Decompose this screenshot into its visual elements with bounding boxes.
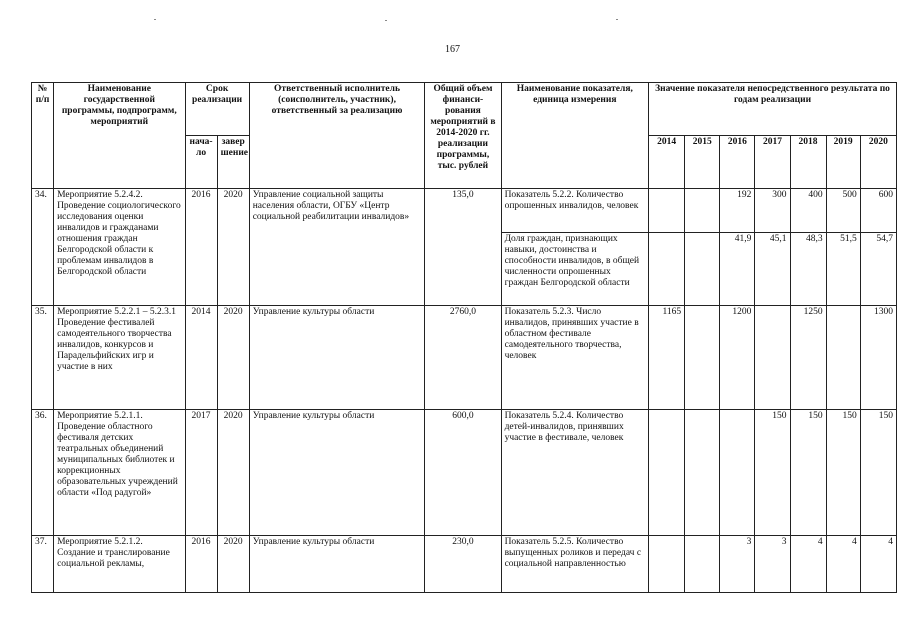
- row-executor: Управление культуры области: [249, 306, 425, 410]
- row-end: 2020: [217, 536, 249, 593]
- value-2014: [649, 189, 685, 233]
- header-period: Срок реализации: [185, 83, 249, 136]
- header-num: № п/п: [32, 83, 54, 189]
- row-end: 2020: [217, 189, 249, 306]
- row-name: Мероприятие 5.2.1.2. Создание и транслирование социальной рекламы,: [54, 536, 185, 593]
- value-2015: [685, 536, 720, 593]
- header-year: 2019: [826, 136, 860, 189]
- header-volume: Общий объем финанси-рования мероприятий в 2014-2020 гг. реализации программы, тыс. рублей: [425, 83, 501, 189]
- row-executor: Управление культуры области: [249, 536, 425, 593]
- header-values: Значение показателя непосредственного результата по годам реализации: [649, 83, 897, 136]
- value-2016: 1200: [720, 306, 755, 410]
- header-year: 2016: [720, 136, 755, 189]
- page-number: 167: [445, 44, 460, 55]
- row-name: Мероприятие 5.2.4.2. Проведение социологического исследования оценки инвалидов и гражданами отношения граждан Белгородской области к проблемам инвалидов в Белгородской области: [54, 189, 185, 306]
- value-2018: 48,3: [790, 233, 826, 306]
- row-executor: Управление культуры области: [249, 410, 425, 536]
- header-year: 2020: [860, 136, 896, 189]
- value-2017: 300: [755, 189, 790, 233]
- value-2015: [685, 306, 720, 410]
- header-end: завер шение: [217, 136, 249, 189]
- program-table: [31, 82, 897, 593]
- table-row: [32, 536, 897, 593]
- row-name: Мероприятие 5.2.1.1. Проведение областного фестиваля детских театральных объединений муниципальных библиотек и коррекционных образовательных учреждений области «Под радугой»: [54, 410, 185, 536]
- row-indicator: Показатель 5.2.5. Количество выпущенных роликов и передач с социальной направленностью: [501, 536, 649, 593]
- row-start: 2016: [185, 536, 217, 593]
- row-volume: 2760,0: [425, 306, 501, 410]
- value-2014: 1165: [649, 306, 685, 410]
- value-2018: 150: [790, 410, 826, 536]
- row-start: 2014: [185, 306, 217, 410]
- row-start: 2016: [185, 189, 217, 306]
- value-2016: 41,9: [720, 233, 755, 306]
- header-year: 2018: [790, 136, 826, 189]
- row-start: 2017: [185, 410, 217, 536]
- value-2017: 3: [755, 536, 790, 593]
- header-row-1: [32, 83, 897, 136]
- header-executor: Ответственный исполнитель (соисполнитель, участник), ответственный за реализацию: [249, 83, 425, 189]
- row-volume: 600,0: [425, 410, 501, 536]
- value-2020: 600: [860, 189, 896, 233]
- value-2017: 45,1: [755, 233, 790, 306]
- value-2015: [685, 410, 720, 536]
- table-row: [32, 306, 897, 410]
- value-2019: 150: [826, 410, 860, 536]
- value-2017: [755, 306, 790, 410]
- row-indicator: Показатель 5.2.3. Число инвалидов, принявших участие в областном фестивале самодеятельного творчества, человек: [501, 306, 649, 410]
- value-2014: [649, 233, 685, 306]
- row-name: Мероприятие 5.2.2.1 – 5.2.3.1 Проведение фестивалей самодеятельного творчества инвалидов, конкурсов и Парадельфийских игр и участие в них: [54, 306, 185, 410]
- header-year: 2017: [755, 136, 790, 189]
- value-2015: [685, 233, 720, 306]
- value-2016: [720, 410, 755, 536]
- value-2020: 4: [860, 536, 896, 593]
- value-2018: 1250: [790, 306, 826, 410]
- table-row: [32, 189, 897, 233]
- row-end: 2020: [217, 306, 249, 410]
- header-start: нача-ло: [185, 136, 217, 189]
- row-num: 34.: [32, 189, 54, 306]
- value-2019: [826, 306, 860, 410]
- value-2019: 4: [826, 536, 860, 593]
- value-2019: 51,5: [826, 233, 860, 306]
- value-2019: 500: [826, 189, 860, 233]
- row-volume: 230,0: [425, 536, 501, 593]
- row-executor: Управление социальной защиты населения области, ОГБУ «Центр социальной реабилитации инвалидов»: [249, 189, 425, 306]
- row-num: 35.: [32, 306, 54, 410]
- row-indicator: Показатель 5.2.4. Количество детей-инвалидов, принявших участие в фестивале, человек: [501, 410, 649, 536]
- value-2018: 4: [790, 536, 826, 593]
- value-2020: 1300: [860, 306, 896, 410]
- value-2018: 400: [790, 189, 826, 233]
- row-num: 37.: [32, 536, 54, 593]
- value-2017: 150: [755, 410, 790, 536]
- table-row: [32, 410, 897, 536]
- value-2016: 192: [720, 189, 755, 233]
- row-indicator: Доля граждан, признающих навыки, достоинства и способности инвалидов, в общей численности опрошенных граждан Белгородской области: [501, 233, 649, 306]
- header-name: Наименование государственной программы, подпрограмм, мероприятий: [54, 83, 185, 189]
- row-num: 36.: [32, 410, 54, 536]
- row-volume: 135,0: [425, 189, 501, 306]
- value-2020: 150: [860, 410, 896, 536]
- scan-speck: [154, 19, 156, 20]
- value-2020: 54,7: [860, 233, 896, 306]
- row-end: 2020: [217, 410, 249, 536]
- scan-speck: [616, 19, 618, 20]
- scan-speck: [385, 20, 387, 21]
- value-2015: [685, 189, 720, 233]
- value-2014: [649, 410, 685, 536]
- value-2016: 3: [720, 536, 755, 593]
- header-year: 2014: [649, 136, 685, 189]
- value-2014: [649, 536, 685, 593]
- row-indicator: Показатель 5.2.2. Количество опрошенных инвалидов, человек: [501, 189, 649, 233]
- header-year: 2015: [685, 136, 720, 189]
- header-indicator: Наименование показателя, единица измерения: [501, 83, 649, 189]
